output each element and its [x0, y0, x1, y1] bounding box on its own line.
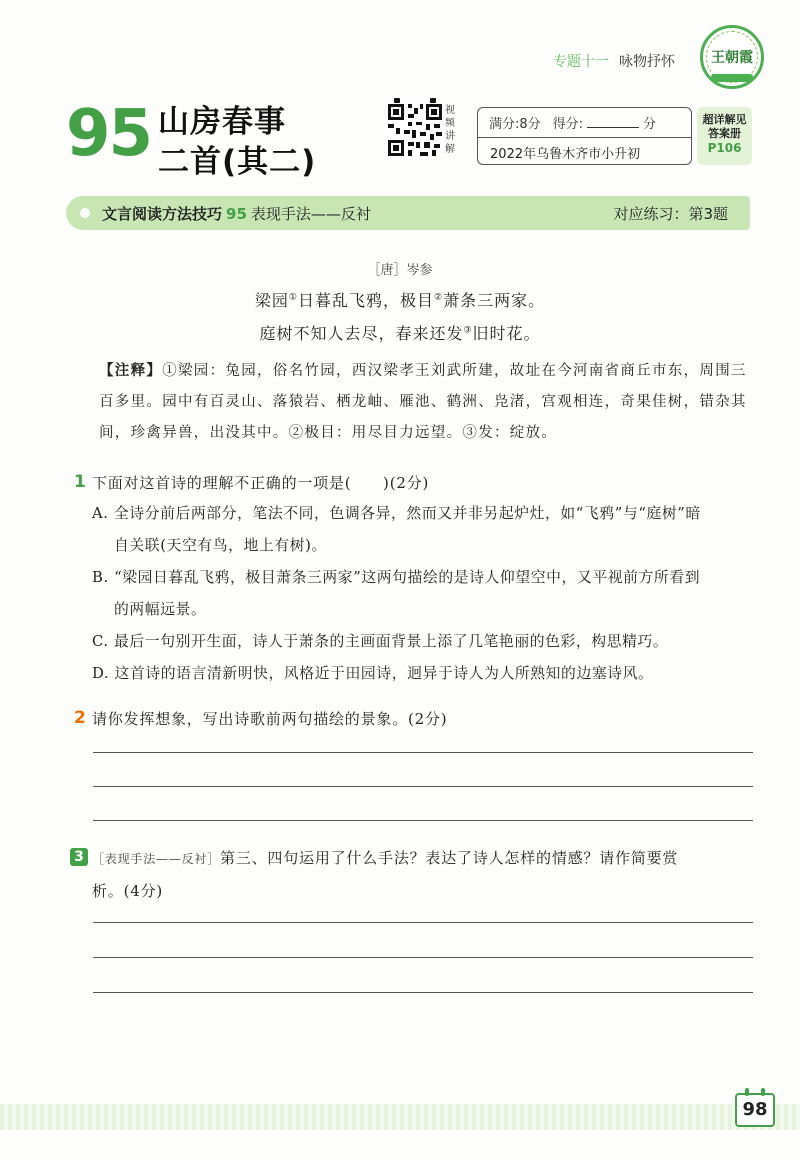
method-banner [66, 196, 750, 230]
method-topic: 表现手法——反衬 [250, 205, 371, 223]
lesson-title-line2: 二首(其二) [158, 144, 317, 180]
full-score: 满分:8分 [489, 117, 541, 132]
poem-notes [99, 356, 749, 449]
option-d[interactable]: D. 这首诗的语言清新明快，风格近于田园诗，迥异于诗人为人所熟知的边塞诗风。 [92, 665, 654, 682]
answer-ref-line2: 答案册 [708, 127, 741, 140]
score-blank[interactable] [587, 115, 639, 128]
answer-ref-line1: 超详解见 [702, 113, 747, 126]
question-3-text: ［表现手法——反衬］第三、四句运用了什么手法？表达了诗人怎样的情感？请作简要赏 [92, 849, 679, 867]
poem-author: ［唐］岑参 [367, 263, 433, 278]
answer-line[interactable] [93, 786, 753, 787]
option-b-line2[interactable]: 的两幅远景。 [114, 601, 207, 618]
lesson-title-line1: 山房春事 [158, 104, 286, 140]
answer-line[interactable] [93, 922, 753, 923]
poem-line-1: 梁园①日暮乱飞鸦，极目②萧条三两家。 [254, 291, 546, 310]
answer-line[interactable] [93, 992, 753, 993]
method-label: 文言阅读方法技巧 [102, 205, 223, 223]
answer-line[interactable] [93, 820, 753, 821]
answer-line[interactable] [93, 752, 753, 753]
topic-name: 咏物抒怀 [619, 54, 675, 70]
question-1-number: 1 [74, 472, 86, 492]
question-3-text-cont: 析。(4分) [92, 882, 164, 900]
bullet-dot-icon [80, 208, 90, 218]
option-a-line1[interactable]: A. 全诗分前后两部分，笔法不同，色调各异，然而又并非另起炉灶，如“飞鸦”与“庭树”暗 [92, 505, 701, 522]
lesson-number: 95 [66, 97, 152, 171]
qr-code-icon[interactable] [386, 98, 444, 158]
logo-text: 王朝霞 [711, 50, 753, 66]
footer-strip [0, 1104, 800, 1130]
option-b-line1[interactable]: B. “梁园日暮乱飞鸦，极目萧条三两家”这两句描绘的是诗人仰望空中，又平视前方所看到 [92, 569, 701, 586]
answer-page: P106 [707, 141, 742, 155]
notes-text: ①梁园：兔园，俗名竹园，西汉梁孝王刘武所建，故址在今河南省商丘市东，周围三百多里。园中有百灵山、落猿岩、栖龙岫、雁池、鹤洲、凫渚，宫观相连，奇果佳树，错杂其间，珍禽异兽，出没其中。②极目：用尽目力远望。③发：绽放。 [99, 363, 747, 441]
topic-header [553, 51, 675, 71]
exam-source: 2022年乌鲁木齐市小升初 [490, 147, 641, 162]
answer-line[interactable] [93, 957, 753, 958]
question-3-tag: ［表现手法——反衬］ [92, 852, 221, 866]
notes-tag: 【注释】 [99, 363, 163, 379]
practice-ref: 对应练习：第3题 [613, 205, 728, 223]
question-3-number: 3 [70, 848, 88, 866]
method-number: 95 [226, 205, 247, 223]
question-1-text: 下面对这首诗的理解不正确的一项是( )(2分) [92, 474, 430, 492]
poem-line-2: 庭树不知人去尽，春来还发③旧时花。 [259, 324, 541, 343]
score-label: 得分: [552, 117, 584, 132]
brand-logo [700, 25, 764, 89]
topic-number: 专题十一 [553, 54, 609, 70]
option-c[interactable]: C. 最后一句别开生面，诗人于萧条的主画面背景上添了几笔艳丽的色彩，构思精巧。 [92, 633, 669, 650]
question-2-number: 2 [74, 708, 86, 728]
option-a-line2[interactable]: 自关联(天空有鸟，地上有树)。 [114, 537, 327, 554]
answer-reference [697, 107, 752, 165]
score-unit: 分 [643, 117, 657, 132]
qr-label: 视频讲解 [445, 105, 455, 155]
page-number: 98 [735, 1093, 775, 1127]
score-box [477, 107, 692, 165]
question-2-text: 请你发挥想象，写出诗歌前两句描绘的景象。(2分) [92, 710, 448, 728]
